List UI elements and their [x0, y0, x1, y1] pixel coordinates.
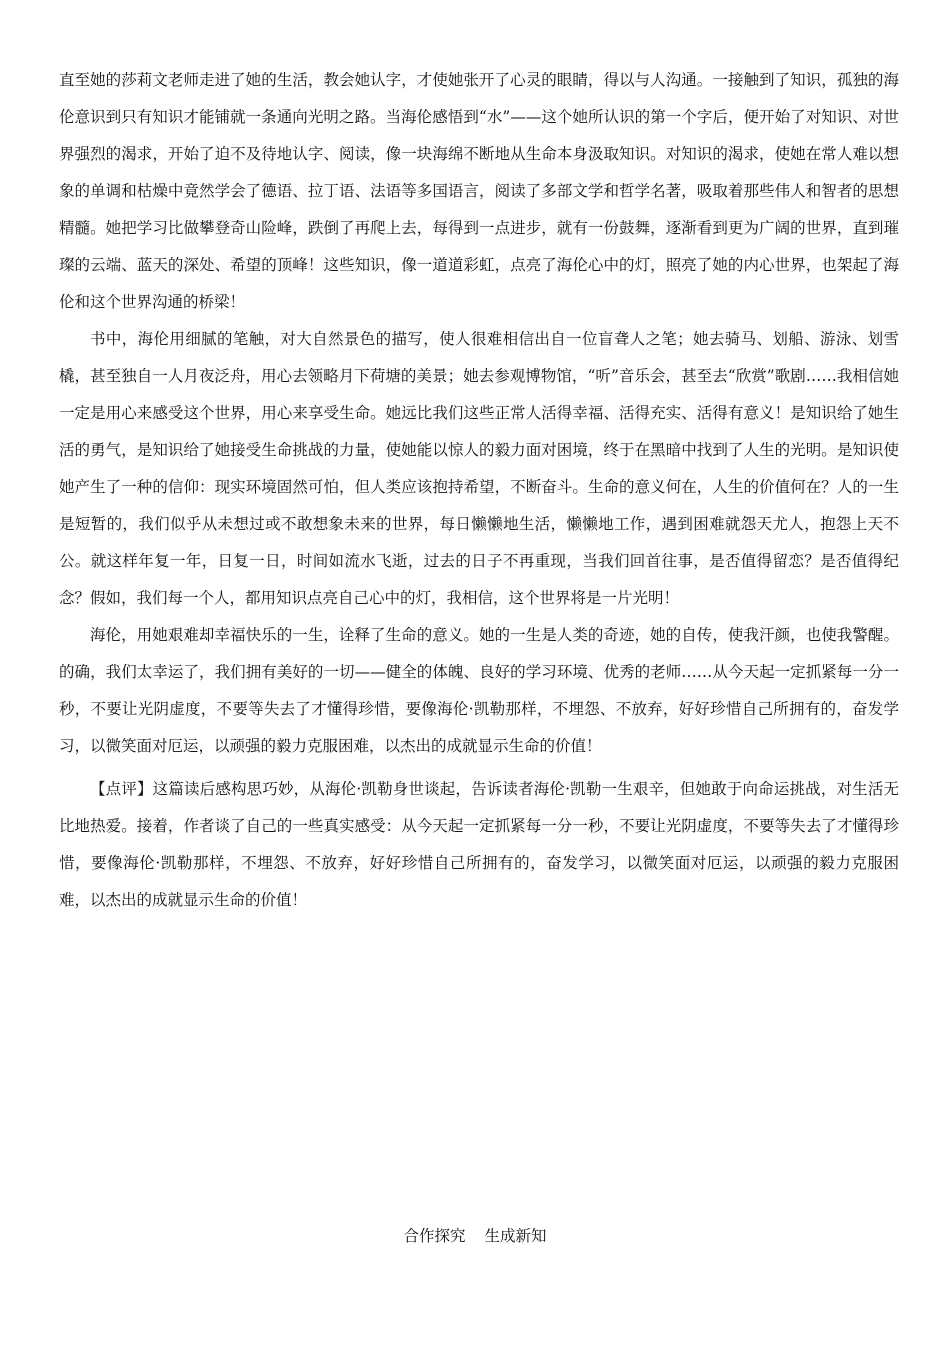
section-heading-part1: 合作探究 — [403, 1227, 466, 1245]
paragraph-commentary: 【点评】这篇读后感构思巧妙，从海伦·凯勒身世谈起，告诉读者海伦·凯勒一生艰辛，但她敢于向命运挑战，对生活无比地热爱。接着，作者谈了自己的一些真实感受：从今天起一定抓紧每一分一秒，不要让光阴虚度，不要等失去了才懂得珍惜，要像海伦·凯勒那样，不埋怨、不放弃，好好珍惜自己所拥有的，奋发学习，以微笑面对厄运，以顽强的毅力克服困难，以杰出的成就显示生命的价值！ — [59, 780, 899, 909]
paragraph-knowledge: 直至她的莎莉文老师走进了她的生活，教会她认字，才使她张开了心灵的眼睛，得以与人沟通。一接触到了知识，孤独的海伦意识到只有知识才能铺就一条通向光明之路。当海伦感悟到“水”——这个她所认识的第一个字后，便开始了对知识、对世界强烈的渴求，开始了迫不及待地认字、阅读，像一块海绵不断地从生命本身汲取知识。对知识的渴求，使她在常人难以想象的单调和枯燥中竟然学会了德语、拉丁语、法语等多国语言，阅读了多部文学和哲学名著，吸取着那些伟人和智者的思想精髓。她把学习比做攀登奇山险峰，跌倒了再爬上去，每得到一点进步，就有一份鼓舞，逐渐看到更为广阔的世界，直到璀璨的云端、蓝天的深处、希望的顶峰！这些知识，像一道道彩虹，点亮了海伦心中的灯，照亮了她的内心世界，也架起了海伦和这个世界沟通的桥梁！ — [59, 71, 899, 311]
section-heading — [0, 1224, 950, 1248]
paragraph-reflection: 海伦，用她艰难却幸福快乐的一生，诠释了生命的意义。她的一生是人类的奇迹，她的自传，使我汗颜，也使我警醒。的确，我们太幸运了，我们拥有美好的一切——健全的体魄、良好的学习环境、优秀的老师……从今天起一定抓紧每一分一秒，不要让光阴虚度，不要等失去了才懂得珍惜，要像海伦·凯勒那样，不埋怨、不放弃，好好珍惜自己所拥有的，奋发学习，以微笑面对厄运，以顽强的毅力克服困难，以杰出的成就显示生命的价值！ — [59, 626, 899, 755]
document-body — [59, 62, 899, 919]
section-heading-part2: 生成新知 — [484, 1227, 547, 1245]
paragraph-book-description: 书中，海伦用细腻的笔触，对大自然景色的描写，使人很难相信出自一位盲聋人之笔；她去骑马、划船、游泳、划雪橇，甚至独自一人月夜泛舟，用心去领略月下荷塘的美景；她去参观博物馆，“听”音乐会，甚至去“欣赏”歌剧……我相信她一定是用心来感受这个世界，用心来享受生命。她远比我们这些正常人活得幸福、活得充实、活得有意义！是知识给了她生活的勇气，是知识给了她接受生命挑战的力量，使她能以惊人的毅力面对困境，终于在黑暗中找到了人生的光明。是知识使她产生了一种的信仰：现实环境固然可怕，但人类应该抱持希望，不断奋斗。生命的意义何在，人生的价值何在？人的一生是短暂的，我们似乎从未想过或不敢想象未来的世界，每日懒懒地生活，懒懒地工作，遇到困难就怨天尤人，抱怨上天不公。就这样年复一年，日复一日，时间如流水飞逝，过去的日子不再重现，当我们回首往事，是否值得留恋？是否值得纪念？假如，我们每一个人，都用知识点亮自己心中的灯，我相信，这个世界将是一片光明！ — [59, 330, 899, 607]
